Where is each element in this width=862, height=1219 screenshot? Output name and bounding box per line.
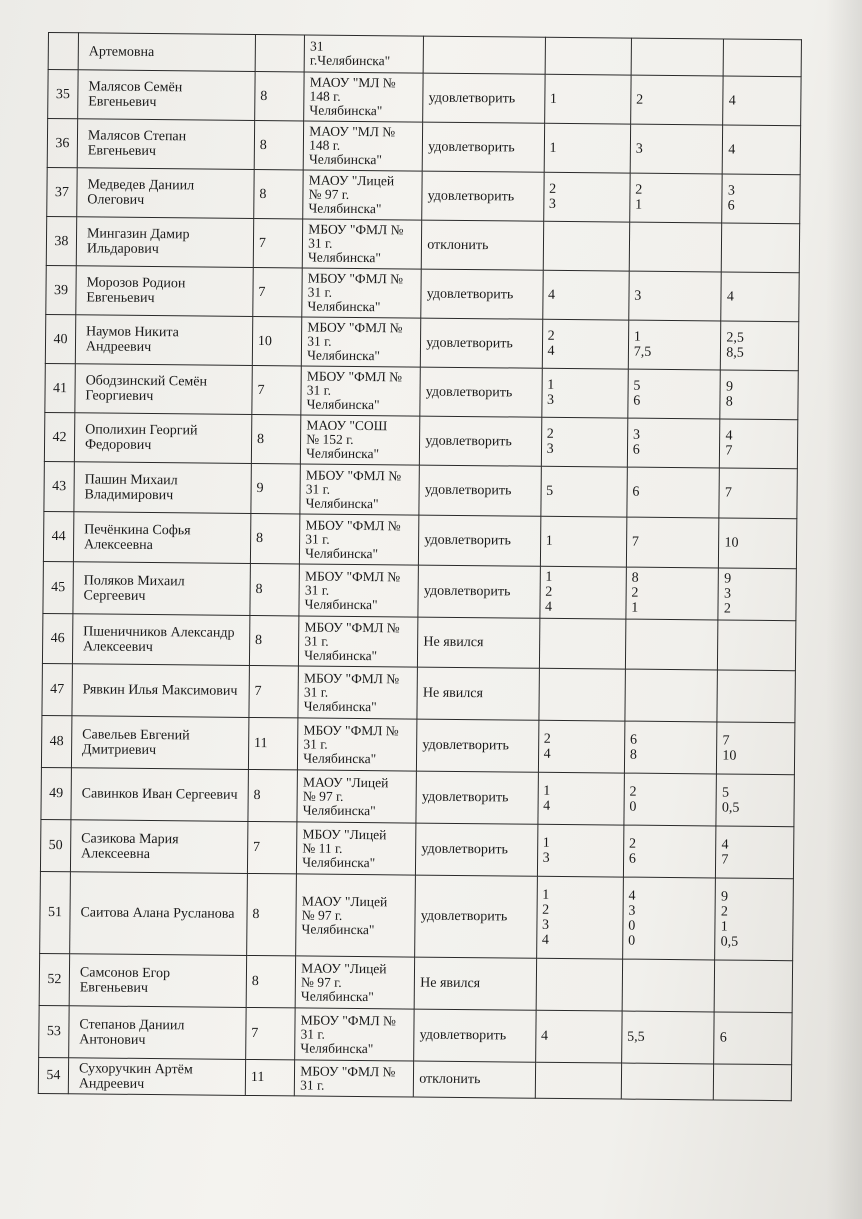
school-cell: МАОУ "Лицей № 97 г. Челябинска" bbox=[297, 770, 417, 823]
student-name: Ополихин Георгий Федорович bbox=[74, 413, 251, 464]
decision-cell: удовлетворить bbox=[419, 515, 541, 566]
score-before-cell: 7 bbox=[626, 517, 719, 568]
decision-cell: удовлетворить bbox=[423, 73, 545, 123]
table-row bbox=[46, 265, 799, 321]
score-after-cell: 5 0,5 bbox=[716, 774, 794, 827]
score-after-cell bbox=[722, 223, 800, 273]
row-number: 35 bbox=[48, 70, 78, 119]
table-row bbox=[47, 119, 800, 175]
score-before-cell bbox=[625, 619, 718, 670]
row-number: 41 bbox=[45, 363, 75, 412]
decision-cell: удовлетворить bbox=[416, 771, 538, 824]
row-number: 36 bbox=[47, 119, 77, 168]
decision-cell: удовлетворить bbox=[422, 171, 544, 221]
school-cell: МБОУ "ФМЛ № 31 г. Челябинска" bbox=[301, 366, 421, 416]
school-cell: МБОУ "ФМЛ № 31 г. Челябинска" bbox=[300, 514, 420, 565]
student-name: Печёнкина Софья Алексеевна bbox=[73, 512, 250, 564]
grade-cell: 8 bbox=[247, 873, 297, 955]
school-cell: МБОУ "ФМЛ № 31 г. Челябинска" bbox=[302, 219, 422, 269]
row-number: 50 bbox=[40, 819, 70, 871]
school-cell: МБОУ "ФМЛ № 31 г. Челябинска" bbox=[295, 1008, 415, 1061]
task-number-cell bbox=[536, 958, 623, 1011]
grade-cell: 8 bbox=[251, 414, 301, 463]
task-number-cell bbox=[539, 668, 626, 721]
row-number: 48 bbox=[41, 715, 71, 767]
table-row bbox=[41, 715, 794, 774]
row-number: 49 bbox=[41, 767, 71, 819]
score-before-cell: 2 6 bbox=[623, 825, 716, 878]
school-cell: МАОУ "Лицей № 97 г. Челябинска" bbox=[303, 170, 423, 220]
school-cell: МБОУ "ФМЛ № 31 г. Челябинска" bbox=[299, 564, 419, 617]
grade-cell: 8 bbox=[246, 955, 296, 1007]
school-cell: МАОУ "МЛ № 148 г. Челябинска" bbox=[303, 121, 423, 171]
score-before-cell: 3 bbox=[629, 271, 722, 321]
score-before-cell: 3 6 bbox=[627, 418, 720, 468]
student-name: Мингазин Дамир Ильдарович bbox=[76, 217, 253, 268]
row-number: 40 bbox=[45, 314, 75, 363]
task-number-cell bbox=[545, 37, 632, 75]
task-number-cell bbox=[543, 221, 630, 271]
grade-cell: 8 bbox=[250, 513, 300, 563]
score-before-cell: 6 8 bbox=[624, 721, 717, 774]
score-before-cell: 5 6 bbox=[628, 369, 721, 419]
score-after-cell: 6 bbox=[714, 1012, 792, 1065]
student-name: Поляков Михаил Сергеевич bbox=[73, 562, 250, 616]
school-cell: МАОУ "МЛ № 148 г. Челябинска" bbox=[304, 72, 424, 122]
score-before-cell bbox=[622, 959, 715, 1012]
student-name: Степанов Даниил Антонович bbox=[69, 1006, 246, 1060]
score-before-cell: 3 bbox=[630, 124, 723, 174]
score-before-cell bbox=[621, 1063, 714, 1100]
row-number: 47 bbox=[42, 663, 72, 715]
row-number: 37 bbox=[47, 167, 77, 216]
student-name: Самсонов Егор Евгеньевич bbox=[69, 954, 246, 1008]
score-after-cell: 2,5 8,5 bbox=[721, 321, 799, 371]
student-name: Саитова Алана Русланова bbox=[70, 872, 248, 956]
grade-cell: 9 bbox=[251, 463, 301, 513]
row-number: 51 bbox=[40, 871, 71, 953]
student-name: Морозов Родион Евгеньевич bbox=[76, 266, 253, 317]
task-number-cell: 2 3 bbox=[541, 417, 628, 467]
row-number: 52 bbox=[39, 953, 69, 1005]
grade-cell bbox=[255, 34, 305, 71]
decision-cell: Не явился bbox=[414, 957, 536, 1010]
school-cell: МБОУ "ФМЛ № 31 г. bbox=[295, 1060, 414, 1097]
table-row bbox=[41, 767, 794, 826]
grade-cell: 8 bbox=[248, 769, 298, 821]
grade-cell: 11 bbox=[245, 1059, 295, 1095]
school-cell: МБОУ "ФМЛ № 31 г. Челябинска" bbox=[298, 718, 418, 771]
row-number: 43 bbox=[44, 461, 74, 511]
score-before-cell: 1 7,5 bbox=[628, 320, 721, 370]
student-name: Наумов Никита Андреевич bbox=[75, 315, 252, 366]
score-before-cell bbox=[625, 669, 718, 722]
table-row bbox=[40, 871, 794, 960]
score-after-cell: 3 6 bbox=[722, 174, 800, 224]
score-after-cell: 10 bbox=[719, 518, 797, 569]
task-number-cell: 1 4 bbox=[538, 772, 625, 825]
row-number: 44 bbox=[43, 511, 73, 561]
grade-cell: 7 bbox=[252, 365, 302, 414]
decision-cell: удовлетворить bbox=[414, 1009, 536, 1062]
score-after-cell bbox=[718, 620, 796, 671]
grade-cell: 8 bbox=[250, 563, 300, 615]
student-name: Савельев Евгений Дмитриевич bbox=[71, 716, 248, 770]
score-before-cell: 5,5 bbox=[621, 1011, 714, 1064]
score-after-cell bbox=[717, 670, 795, 723]
score-after-cell: 4 7 bbox=[716, 826, 794, 879]
task-number-cell: 2 4 bbox=[542, 319, 629, 369]
decision-cell: удовлетворить bbox=[422, 122, 544, 172]
student-name: Ободзинский Семён Георгиевич bbox=[75, 364, 252, 415]
table-row bbox=[42, 663, 795, 722]
score-before-cell: 2 0 bbox=[624, 773, 717, 826]
table-row bbox=[45, 363, 798, 419]
score-after-cell: 9 8 bbox=[720, 370, 798, 420]
student-name: Малясов Семён Евгеньевич bbox=[78, 70, 255, 121]
table-row bbox=[45, 314, 798, 370]
score-before-cell: 6 bbox=[627, 467, 720, 518]
school-cell: МБОУ "ФМЛ № 31 г. Челябинска" bbox=[300, 464, 420, 515]
task-number-cell bbox=[539, 618, 626, 669]
grade-cell: 7 bbox=[253, 218, 303, 267]
student-name: Малясов Степан Евгеньевич bbox=[77, 119, 254, 170]
table-row bbox=[39, 953, 792, 1012]
grade-cell: 7 bbox=[249, 665, 299, 717]
task-number-cell: 5 bbox=[540, 466, 627, 517]
student-name: Сухоручкин Артём Андреевич bbox=[68, 1058, 245, 1096]
score-before-cell bbox=[629, 222, 722, 272]
grade-cell: 8 bbox=[255, 71, 305, 120]
score-after-cell: 4 bbox=[723, 125, 801, 175]
decision-cell: удовлетворить bbox=[419, 465, 541, 516]
table-row bbox=[42, 613, 795, 670]
grade-cell: 7 bbox=[247, 821, 297, 873]
table-row bbox=[40, 819, 793, 878]
decision-cell: удовлетворить bbox=[420, 416, 542, 466]
score-after-cell: 4 7 bbox=[720, 419, 798, 469]
task-number-cell: 4 bbox=[535, 1010, 622, 1063]
score-after-cell: 7 10 bbox=[717, 722, 795, 775]
task-number-cell: 4 bbox=[542, 270, 629, 320]
task-number-cell: 1 bbox=[540, 516, 627, 567]
grade-cell: 7 bbox=[253, 267, 303, 316]
score-after-cell: 4 bbox=[723, 76, 801, 126]
task-number-cell: 1 bbox=[544, 74, 631, 124]
school-cell: 31 г.Челябинска" bbox=[304, 35, 423, 73]
appeals-table-body bbox=[38, 33, 801, 1101]
student-name: Пашин Михаил Владимирович bbox=[74, 462, 251, 514]
row-number: 42 bbox=[44, 412, 74, 461]
decision-cell: Не явился bbox=[417, 667, 539, 720]
task-number-cell: 1 2 3 4 bbox=[536, 876, 623, 959]
page-edge-shadow bbox=[826, 0, 862, 1219]
table-row bbox=[38, 1057, 791, 1100]
row-number: 46 bbox=[42, 613, 72, 663]
school-cell: МБОУ "ФМЛ № 31 г. Челябинска" bbox=[298, 666, 418, 719]
grade-cell: 8 bbox=[254, 120, 304, 169]
decision-cell bbox=[423, 36, 545, 74]
table-row bbox=[48, 70, 801, 126]
task-number-cell: 1 bbox=[544, 123, 631, 173]
task-number-cell: 2 4 bbox=[538, 720, 625, 773]
decision-cell: отклонить bbox=[422, 220, 544, 270]
student-name: Артемовна bbox=[78, 33, 255, 72]
row-number: 39 bbox=[46, 265, 76, 314]
row-number: 54 bbox=[38, 1057, 68, 1093]
student-name: Рявкин Илья Максимович bbox=[72, 664, 249, 718]
score-after-cell bbox=[714, 1064, 792, 1101]
student-name: Пшеничников Александр Алексеевич bbox=[72, 614, 249, 666]
task-number-cell: 1 2 4 bbox=[539, 566, 626, 619]
score-before-cell: 2 bbox=[630, 75, 723, 125]
row-number: 45 bbox=[43, 561, 73, 613]
decision-cell: удовлетворить bbox=[417, 719, 539, 772]
decision-cell: удовлетворить bbox=[415, 875, 537, 958]
score-after-cell bbox=[723, 39, 801, 77]
student-name: Медведев Даниил Олегович bbox=[77, 168, 254, 219]
score-after-cell: 7 bbox=[719, 468, 797, 519]
row-number: 38 bbox=[46, 216, 76, 265]
student-name: Савинков Иван Сергеевич bbox=[71, 768, 248, 822]
decision-cell: удовлетворить bbox=[421, 318, 543, 368]
table-row bbox=[46, 216, 799, 272]
grade-cell: 7 bbox=[246, 1007, 296, 1059]
decision-cell: отклонить bbox=[414, 1061, 536, 1098]
decision-cell: Не явился bbox=[418, 617, 540, 668]
grade-cell: 8 bbox=[249, 615, 299, 665]
school-cell: МБОУ "ФМЛ № 31 г. Челябинска" bbox=[302, 317, 422, 367]
task-number-cell bbox=[535, 1062, 622, 1099]
school-cell: МАОУ "СОШ № 152 г. Челябинска" bbox=[301, 415, 421, 465]
grade-cell: 11 bbox=[248, 717, 298, 769]
school-cell: МБОУ "ФМЛ № 31 г. Челябинска" bbox=[302, 268, 422, 318]
table-row bbox=[39, 1005, 792, 1064]
score-before-cell bbox=[631, 38, 724, 76]
score-before-cell: 8 2 1 bbox=[626, 567, 719, 620]
table-row bbox=[44, 461, 797, 518]
score-after-cell: 9 2 1 0,5 bbox=[715, 878, 793, 961]
score-after-cell: 9 3 2 bbox=[718, 568, 796, 621]
table-row bbox=[44, 412, 797, 468]
student-name: Сазикова Мария Алексеевна bbox=[70, 820, 247, 874]
appeals-table bbox=[38, 32, 802, 1101]
school-cell: МБОУ "ФМЛ № 31 г. Челябинска" bbox=[299, 616, 419, 667]
grade-cell: 10 bbox=[252, 316, 302, 365]
score-before-cell: 4 3 0 0 bbox=[622, 877, 715, 960]
table-row bbox=[43, 511, 796, 568]
task-number-cell: 1 3 bbox=[537, 824, 624, 877]
school-cell: МАОУ "Лицей № 97 г. Челябинска" bbox=[295, 956, 415, 1009]
task-number-cell: 1 3 bbox=[541, 368, 628, 418]
grade-cell: 8 bbox=[254, 169, 304, 218]
school-cell: МБОУ "Лицей № 11 г. Челябинска" bbox=[297, 822, 417, 875]
task-number-cell: 2 3 bbox=[543, 172, 630, 222]
school-cell: МАОУ "Лицей № 97 г. Челябинска" bbox=[296, 874, 416, 957]
table-row bbox=[43, 561, 796, 620]
decision-cell: удовлетворить bbox=[418, 565, 540, 618]
score-after-cell bbox=[714, 960, 792, 1013]
table-row bbox=[47, 167, 800, 223]
row-number: 53 bbox=[39, 1005, 69, 1057]
decision-cell: удовлетворить bbox=[421, 269, 543, 319]
decision-cell: удовлетворить bbox=[420, 367, 542, 417]
score-before-cell: 2 1 bbox=[630, 173, 723, 223]
decision-cell: удовлетворить bbox=[416, 823, 538, 876]
row-number bbox=[48, 33, 78, 70]
score-after-cell: 4 bbox=[721, 272, 799, 322]
